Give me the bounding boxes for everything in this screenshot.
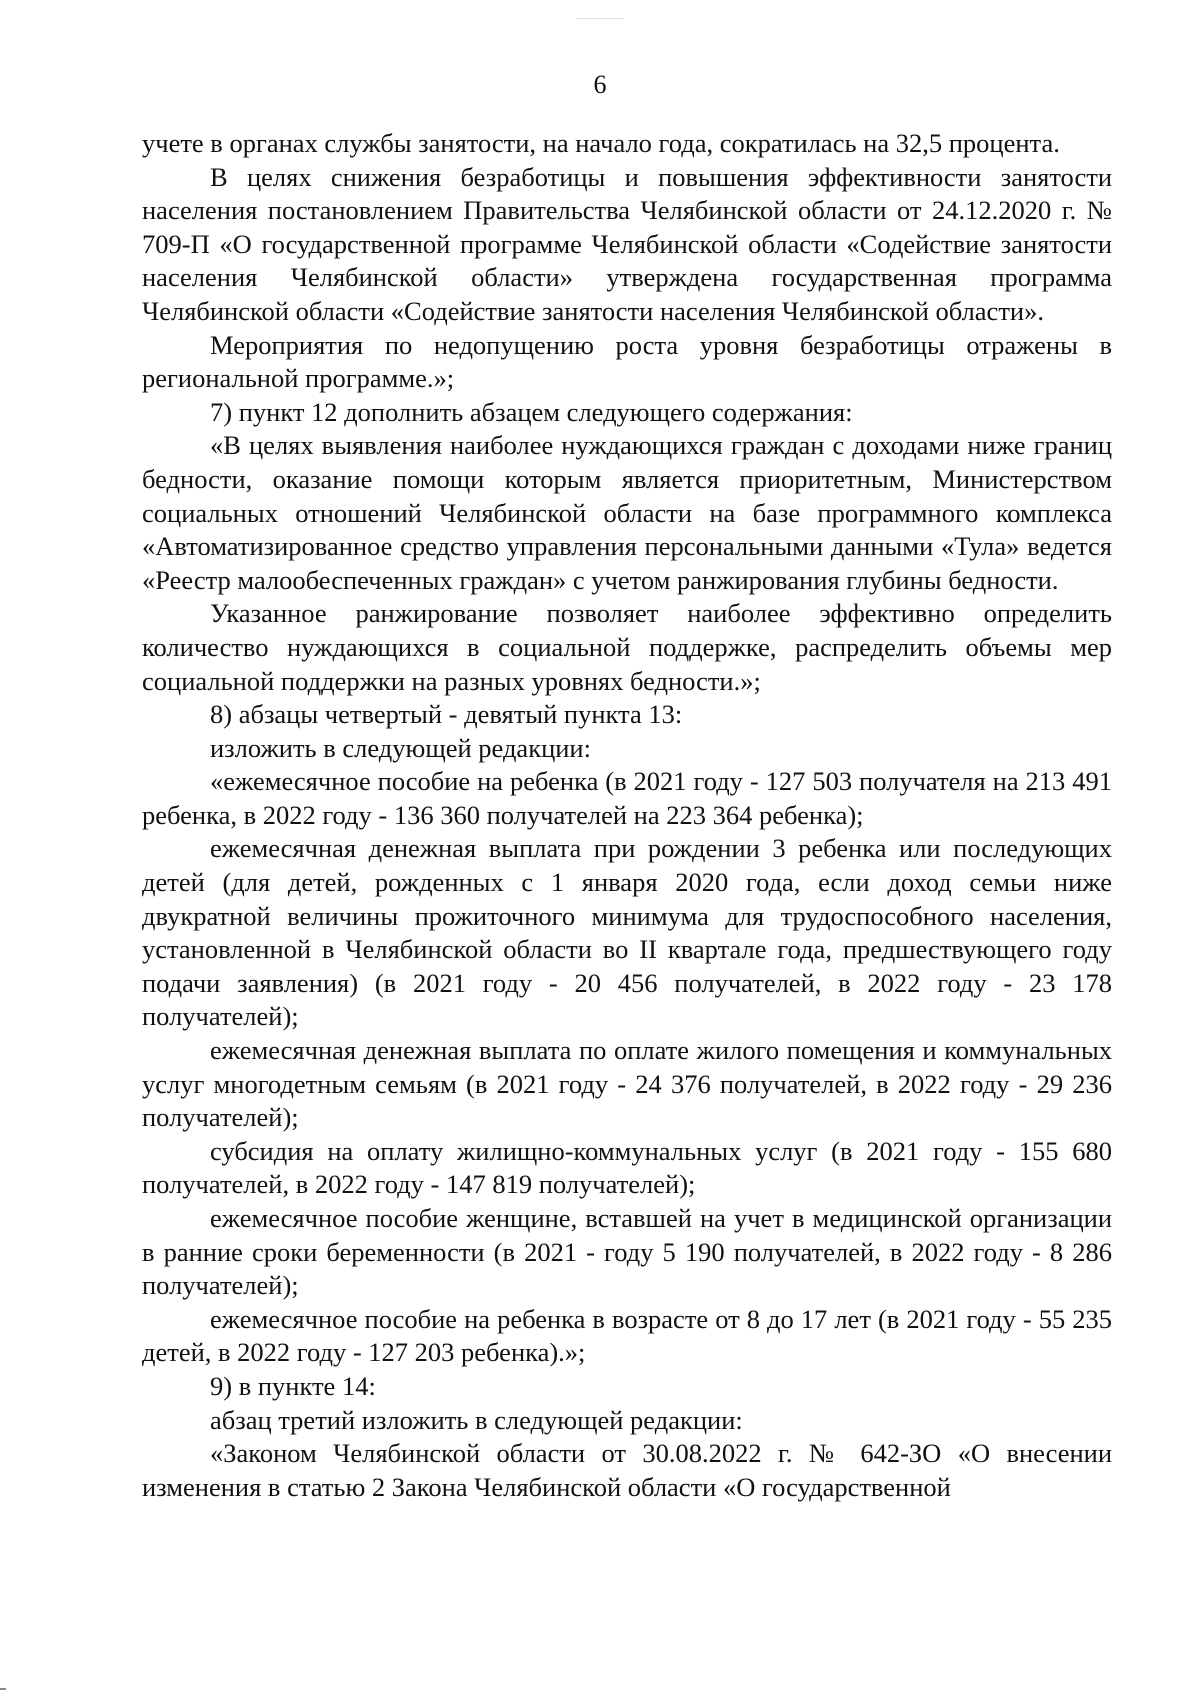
paragraph: Указанное ранжирование позволяет наиболее эффективно определить количество нуждающихся в социальной поддержке, распределить объемы мер социальной поддержки на разных уровнях бедности.»; — [142, 598, 1112, 696]
paragraph: «Законом Челябинской области от 30.08.2022 г. № 642-ЗО «О внесении изменения в статью 2 Закона Челябинской области «О государственной — [142, 1438, 1112, 1502]
paragraph: ежемесячная денежная выплата при рождении 3 ребенка или последующих детей (для детей, рожденных с 1 января 2020 года, если доход семьи ниже двукратной величины прожиточного минимума для трудоспособного населения, установленной в Челябинской области во II квартале года, предшествующего году подачи заявления) (в 2021 году - 20 456 получателей, в 2022 году - 23 178 получателей); — [142, 833, 1112, 1032]
paragraph: абзац третий изложить в следующей редакции: — [210, 1404, 743, 1435]
paragraph: изложить в следующей редакции: — [210, 732, 591, 763]
document-body — [142, 127, 1112, 1504]
scan-artifact-bottom — [0, 1688, 6, 1690]
paragraph: Мероприятия по недопущению роста уровня безработицы отражены в региональной программе.»; — [142, 329, 1112, 394]
paragraph: ежемесячное пособие женщине, вставшей на учет в медицинской организации в ранние сроки беременности (в 2021 - году 5 190 получателей, в 2022 году - 8 286 получателей); — [142, 1203, 1112, 1301]
paragraph: «ежемесячное пособие на ребенка (в 2021 году - 127 503 получателя на 213 491 ребенка, в 2022 году - 136 360 получателей на 223 364 ребенка); — [142, 766, 1112, 830]
paragraph: ежемесячная денежная выплата по оплате жилого помещения и коммунальных услуг многодетным семьям (в 2021 году - 24 376 получателей, в 2022 году - 29 236 получателей); — [142, 1035, 1112, 1133]
list-item: 8) абзацы четвертый - девятый пункта 13: — [210, 699, 683, 730]
page-number: 6 — [593, 70, 607, 99]
list-item: 7) пункт 12 дополнить абзацем следующего содержания: — [210, 396, 853, 427]
paragraph: субсидия на оплату жилищно-коммунальных услуг (в 2021 году - 155 680 получателей, в 2022 году - 147 819 получателей); — [142, 1135, 1112, 1200]
scan-artifact-top — [576, 18, 624, 19]
paragraph: ежемесячное пособие на ребенка в возрасте от 8 до 17 лет (в 2021 году - 55 235 детей, в 2022 году - 127 203 ребенка).»; — [142, 1303, 1112, 1368]
paragraph: В целях снижения безработицы и повышения эффективности занятости населения постановлением Правительства Челябинской области от 24.12.2020 г. № 709-П «О государственной программе Челябинской области «Содействие занятости населения Челябинской области» утверждена государственная программа Челябинской области «Содействие занятости населения Челябинской области». — [142, 161, 1112, 326]
paragraph: учете в органах службы занятости, на начало года, сократилась на 32,5 процента. — [142, 128, 1060, 158]
paragraph: «В целях выявления наиболее нуждающихся граждан с доходами ниже границ бедности, оказание помощи которым является приоритетным, Министерством социальных отношений Челябинской области на базе программного комплекса «Автоматизированное средство управления персональными данными «Тула» ведется «Реестр малообеспеченных граждан» с учетом ранжирования глубины бедности. — [142, 430, 1112, 595]
list-item: 9) в пункте 14: — [210, 1370, 376, 1401]
